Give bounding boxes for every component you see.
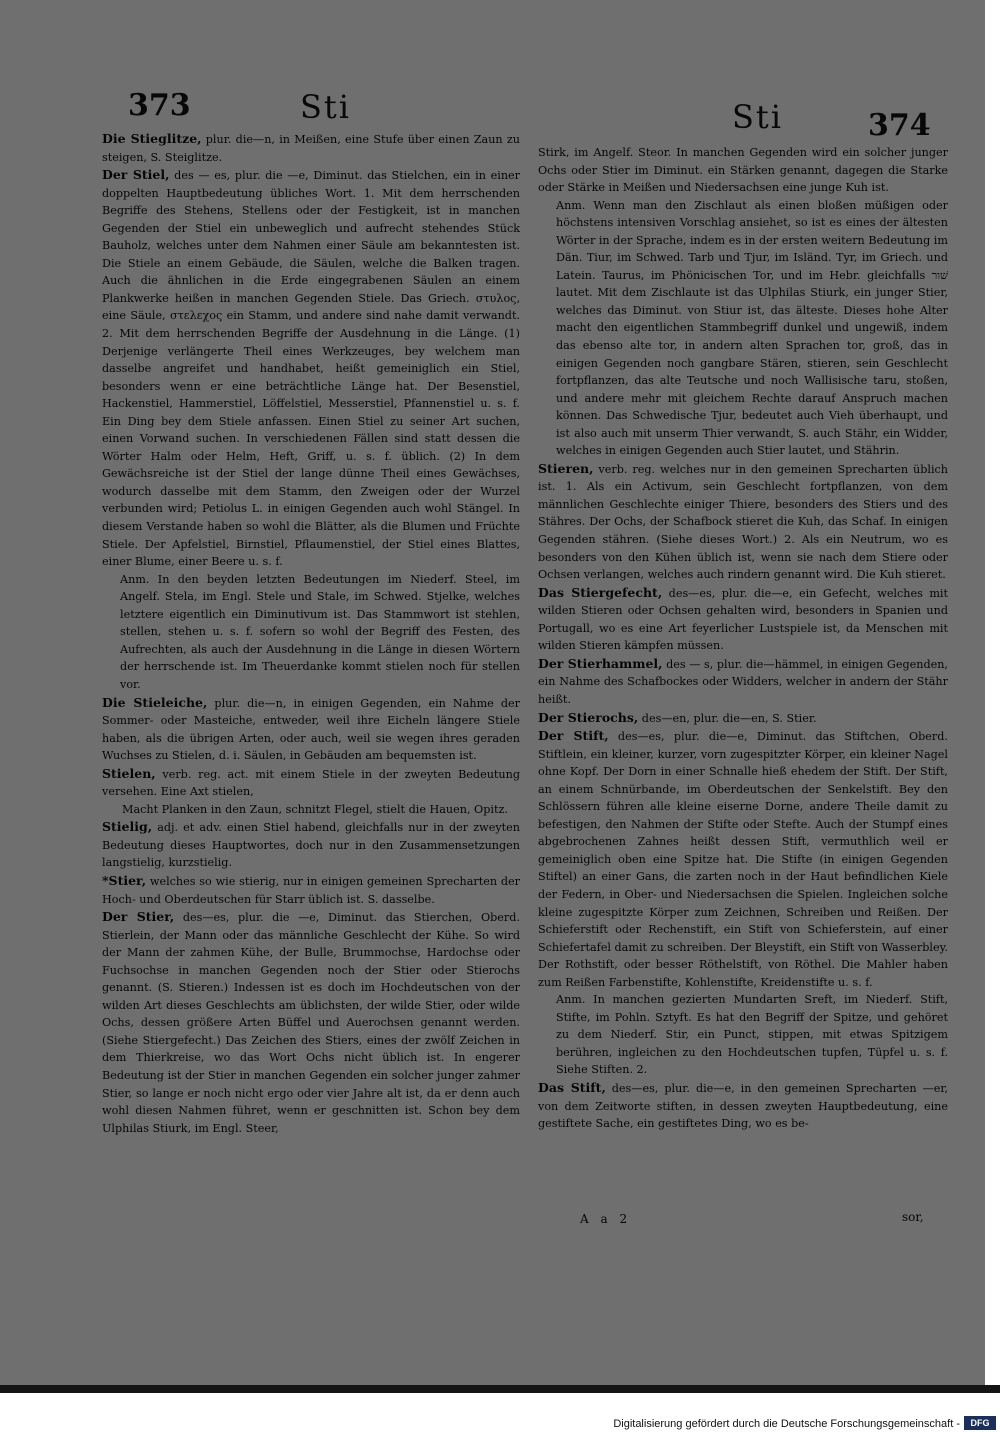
entry-text: verb. reg. act. mit einem Stiele in der zweyten Bedeutung versehen. Eine Axt stielen, <box>102 767 520 799</box>
verse-quote: Macht Planken in den Zaun, schnitzt Flegel, stielt die Hauen, Opitz. <box>122 802 508 816</box>
entry-headword: Stielig, <box>102 819 153 835</box>
dictionary-entry <box>538 584 948 655</box>
entry-text: des—es, plur. die—e, ein Gefecht, welches mit wilden Stieren oder Ochsen gehalten wird, besonders in Spanien und Portugall, wo es eine Art feyerlicher Lustspiele ist, da Menschen mit wilden Stieren kämpfen müssen. <box>538 586 949 653</box>
entry-text: des—es, plur. die—e, in den gemeinen Sprecharten —er, von dem Zeitworte stiften, in dessen zweyten Hauptbedeutung, eine gestiftete Sache, ein gestiftetes Ding, wo es be- <box>538 1081 948 1131</box>
entry-headword: Die Stieglitze, <box>102 131 202 146</box>
right-column <box>538 144 948 1133</box>
note-paragraph: Anm. Wenn man den Zischlaut als einen bloßen müßigen oder höchstens intensiven Vorschlag ansiehet, so ist es eines der ältesten Wörter in der Sprache, indem es in der ersten weitern Bedeutung im Dän. Tiur, im Schwed. Tarb und Tjur, im Isländ. Tyr, im Griech. und Latein. Taurus, im Phönicischen Tor, und im Hebr. gleichfalls שׁור lautet. Mit dem Zischlaute ist das Ulphilas Stiurk, ein junger Stier, welches das Diminut. von Stiur ist, das älteste. Dieses hohe Alter macht den eigentlichen Stammbegriff dunkel und ungewiß, indem das ebenso alte tor, in andern alten Sprachen tor, groß, das in einigen Gegenden noch gangbare Stären, stieren, sein Geschlecht fortpflanzen, das alte Teutsche und noch Wallisische taru, stoßen, und andere mehr mit gleichem Rechte darauf Anspruch machen können. Das Schwedische Tjur, bedeutet auch Vieh überhaupt, und ist also auch mit unserm Thier verwandt, S. auch Stähr, ein Widder, welches in einigen Gegenden auch Stier lautet, und Stährin. <box>556 198 948 458</box>
entry-headword: Das Stiergefecht, <box>538 584 663 600</box>
entry-text: plur. die—n, in Meißen, eine Stufe über einen Zaun zu steigen, S. Steiglitze. <box>102 133 520 164</box>
entry-headword: Der Stierhammel, <box>538 655 663 671</box>
entry-headword: Der Stift, <box>538 728 609 744</box>
entry-text: des — s, plur. die—hämmel, in einigen Gegenden, ein Nahme des Schafbockes oder Widders, welcher in andern der Stähr heißt. <box>538 657 948 706</box>
catchword: sor, <box>902 1210 924 1224</box>
dictionary-entry <box>538 144 948 197</box>
entry-headword: Die Stieleiche, <box>102 694 208 710</box>
left-running-head: Sti <box>300 88 352 126</box>
entry-text: welches so wie stierig, nur in einigen gemeinen Sprecharten der Hoch- und Oberdeutschen für Starr üblich ist. S. dasselbe. <box>102 874 520 906</box>
scan-bottom-edge <box>0 1385 1000 1393</box>
entry-text: des — es, plur. die —e, Diminut. das Stielchen, ein in einer doppelten Hauptbedeutung übliches Wort. 1. Mit dem herrschenden Begriffe des Stehens, Stellens oder der Festigkeit, ist in manchen Gegenden der Stiel ein unbeweglich und aufrecht stehendes Stück Bauholz, welches unter dem Nahmen einer Säule am bekanntesten ist. Die Stiele an einem Gebäude, die Säulen, welche die Balken tragen. Auch die ähnlichen in die Erde eingegrabenen Säulen an einem Plankwerke heißen in manchen Gegenden Stiele. Das Griech. στυλος, eine Säule, στελεχος ein Stamm, und andere sind nahe damit verwandt. 2. Mit dem herrschenden Begriffe der Ausdehnung in die Länge. (1) Derjenige verlängerte Theil eines Werkzeuges, bey welchem man dasselbe angreifet und handhabet, heißt gemeiniglich ein Stiel, besonders wenn er eine beträchtliche Länge hat. Der Besenstiel, Hackenstiel, Hammerstiel, Löffelstiel, Messerstiel, Pfannenstiel u. s. f. Ein Ding bey dem Stiele anfassen. Einen Stiel zu seiner Art suchen, einen Vorwand suchen. In verschiedenen Fällen sind statt dessen die Wörter Halm oder Helm, Heft, Griff, u. s. f. üblich. (2) In dem Gewächsreiche ist der Stiel der lange dünne Theil eines Gewächses, wodurch dasselbe mit dem Stamm, den Zweigen oder der Wurzel verbunden wird; Petiolus L. in einigen Gegenden auch wohl Stängel. In diesem Verstande haben so wohl die Blätter, als die Blumen und Früchte Stiele. Der Apfelstiel, Birnstiel, Pflaumenstiel, der Stiel eines Blattes, einer Blume, einer Beere u. s. f. <box>102 169 520 569</box>
entry-headword: Stieren, <box>538 460 594 476</box>
dictionary-entry <box>538 460 948 584</box>
entry-headword: Der Stierochs, <box>538 709 639 725</box>
entry-headword: Stielen, <box>102 765 156 781</box>
right-running-head: Sti <box>732 98 784 136</box>
funding-credit: Digitalisierung gefördert durch die Deutsche Forschungsgemeinschaft - <box>613 1418 960 1430</box>
dictionary-entry <box>538 655 948 709</box>
dictionary-entry <box>538 727 948 991</box>
dictionary-entry <box>102 908 520 1137</box>
note-paragraph: Anm. In den beyden letzten Bedeutungen im Niederf. Steel, im Angelf. Stela, im Engl. Stele und Stale, im Schwed. Stjelke, welches letztere eigentlich ein Diminutivum ist. Das Stammwort ist stehlen, stellen, stehen u. s. f. sofern so wohl der Begriff des Festen, des Aufrechten, als auch der Ausdehnung in die Länge in diesen Wörtern der herrschende ist. Im Theuerdanke kommt stielen noch für stellen vor. <box>120 572 520 691</box>
note-paragraph: Anm. In manchen gezierten Mundarten Sreft, im Niederf. Stift, Stifte, im Pohln. Sztyft. Es hat den Begriff der Spitze, und gehöret zu dem Niederf. Stir, ein Punct, stippen, mit etwas Spitzigem berühren, ingleichen zu den Hochdeutschen tupfen, Tüpfel u. s. f. Siehe Stiften. 2. <box>556 993 948 1077</box>
entry-text: verb. reg. welches nur in den gemeinen Sprecharten üblich ist. 1. Als ein Activum, sein Geschlecht fortpflanzen, von dem männlichen Geschlechte einiger Thiere, besonders des Stiers und des Stähres. Der Ochs, der Schafbock stieret die Kuh, das Schaf. In einigen Gegenden stähren. (Siehe dieses Wort.) 2. Als ein Neutrum, wo es besonders von den Kühen üblich ist, wenn sie nach dem Stiere oder Ochsen verlangen, welches auch rindern genannt wird. Die Kuh stieret. <box>538 462 948 582</box>
entry-text: Stirk, im Angelf. Steor. In manchen Gegenden wird ein solcher junger Ochs oder Stier im Diminut. ein Stärken genannt, dagegen die Starke oder Stärke in Meißen und Niedersachsen eine junge Kuh ist. <box>538 146 948 195</box>
dictionary-entry <box>102 818 520 872</box>
entry-headword: Der Stier, <box>102 909 175 925</box>
dictionary-entry <box>102 872 520 908</box>
dictionary-entry <box>102 765 520 801</box>
dictionary-entry <box>538 1079 948 1133</box>
entry-text: des—es, plur. die —e, Diminut. das Stierchen, Oberd. Stierlein, der Mann oder das männliche Geschlecht der Kühe. So wird der Mann der zahmen Kühe, der Bulle, Brummochse, Hardochse oder Fuchsochse in manchen Gegenden noch der Stier oder Stierochs genannt. (S. Stieren.) Indessen ist es doch im Hochdeutschen von der wilden Art dieses Geschlechts am üblichsten, der wilde Stier, oder wilde Ochs, dessen größere Arten Büffel und Auerochsen genannt werden. (Siehe Stiergefecht.) Das Zeichen des Stiers, eines der zwölf Zeichen in dem Thierkreise, wo das Wort Ochs nicht üblich ist. In engerer Bedeutung ist der Stier in manchen Gegenden ein solcher junger zahmer Stier, so lange er noch nicht ergo oder vier Jahre alt ist, da er denn auch wohl diesen Nahmen führet, wenn er geschnitten ist. Schon bey dem Ulphilas Stiurk, im Engl. Steer, <box>102 911 520 1135</box>
dictionary-entry <box>102 130 520 166</box>
dictionary-entry <box>102 694 520 765</box>
entry-text: des—en, plur. die—en, S. Stier. <box>638 711 817 725</box>
entry-headword: *Stier, <box>102 872 147 888</box>
entry-text: des—es, plur. die—e, Diminut. das Stiftchen, Oberd. Stiftlein, ein kleiner, kurzer, vorn zugespitzter Körper, ein kleiner Nagel ohne Kopf. Der Dorn in einer Schnalle hieß ehedem der Stift. Der Stift, an einem Schnürbande, im Oberdeutschen der Senkelstift. Bey den Schlössern führen alle kleine eiserne Dorne, andere Theile damit zu befestigen, den Nahmen der Stifte oder Stefte. Auch der Stumpf eines abgebrochenen Zahnes heißt dessen Stift, vermuthlich weil er gemeiniglich oben eine Spitze hat. Die Stifte (in einigen Gegenden Stiftel) an einer Gans, die zarten noch in der Haut befindlichen Kiele der Federn, in Ober- und Niedersachsen die Spielen. Ingleichen solche kleine zugespitzte Körper zum Zeichnen, Schreiben und Reißen. Der Schieferstift oder Rechenstift, ein Stift von Schieferstein, auf einer Schiefertafel damit zu schreiben. Der Bleystift, ein Stift von Wasserbley. Der Rothstift, oder besser Röthelstift, von Röthel. Die Mahler haben zum Reißen Farbenstifte, Kohlenstifte, Kreidenstifte u. s. f. <box>538 730 948 989</box>
dfg-logo: DFG <box>964 1416 996 1430</box>
entry-text: plur. die—n, in einigen Gegenden, ein Nahme der Sommer- oder Masteiche, entweder, weil ihre Eicheln längere Stiele haben, als die übrigen Arten, oder auch, weil sie wegen ihres geraden Wuchses zu Stielen, d. i. Säulen, in Gebäuden am bequemsten ist. <box>102 696 520 763</box>
scan-margin <box>985 0 1000 1390</box>
signature-mark: A a 2 <box>580 1212 632 1226</box>
entry-text: adj. et adv. einen Stiel habend, gleichfalls nur in der zweyten Bedeutung dieses Hauptwortes, doch nur in den Zusammensetzungen langstielig, kurzstielig. <box>102 821 520 870</box>
right-page-number: 374 <box>868 108 931 143</box>
entry-headword: Das Stift, <box>538 1079 606 1095</box>
dictionary-entry <box>102 166 520 571</box>
entry-headword: Der Stiel, <box>102 167 170 183</box>
left-page-number: 373 <box>128 88 191 123</box>
left-column <box>102 130 520 1137</box>
dictionary-entry <box>538 709 948 728</box>
